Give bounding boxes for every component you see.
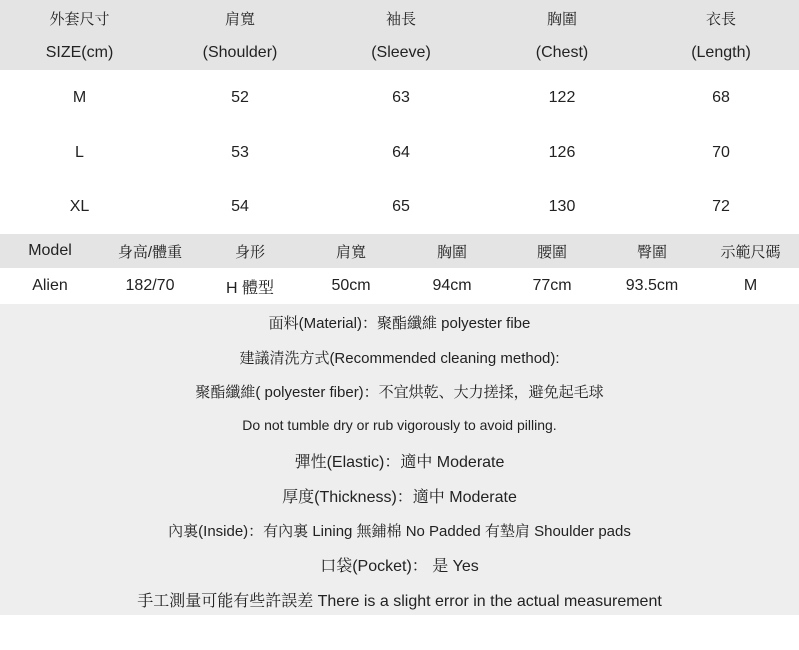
model-header-cell: 胸圍 (436, 243, 467, 261)
pocket-line: 口袋(Pocket)： 是 Yes (320, 557, 479, 575)
size-cell: M (72, 88, 87, 106)
size-header-cell: 胸圍 (546, 10, 577, 28)
size-cell: 63 (392, 88, 410, 106)
size-cell: 72 (712, 198, 730, 215)
size-header-cell: SIZE(cm) (45, 44, 114, 61)
model-table-header (0, 234, 799, 268)
size-cell: 70 (712, 143, 730, 161)
size-table-row (0, 180, 799, 234)
model-table-row (0, 268, 799, 304)
size-header-cell: 衣長 (705, 10, 736, 28)
size-table-row (0, 70, 799, 125)
cleaning-method-heading: 建議清洗方式(Recommended cleaning method): (239, 349, 560, 367)
model-cell: 77cm (532, 277, 572, 294)
cleaning-instruction-zh: 聚酯纖維( polyester fiber)：不宜烘乾、大力搓揉，避免起毛球 (195, 383, 604, 401)
size-header-cell: (Sleeve) (371, 44, 431, 61)
model-cell: 94cm (432, 277, 472, 294)
size-table-row (0, 125, 799, 180)
model-cell: 182/70 (125, 277, 175, 294)
model-cell: M (743, 277, 758, 294)
size-header-top-row (0, 0, 799, 36)
size-header-cell: 袖長 (385, 10, 416, 28)
size-cell: 65 (392, 198, 410, 215)
model-header-cell: Model (28, 242, 72, 259)
material-line: 面料(Material)：聚酯纖維 polyester fibe (268, 314, 531, 332)
elastic-line: 彈性(Elastic)：適中 Moderate (294, 453, 505, 471)
cleaning-instruction-en: Do not tumble dry or rub vigorously to avoid pilling. (242, 417, 557, 433)
size-cell: 64 (392, 143, 410, 161)
product-info-block (0, 304, 799, 615)
model-cell: H 體型 (225, 279, 274, 297)
model-header-cell: 身形 (234, 243, 265, 261)
size-cell: 53 (231, 143, 249, 161)
size-cell: 68 (712, 88, 730, 106)
inside-line: 內裏(Inside)：有內裏 Lining 無鋪棉 No Padded 有墊肩 Shoulder pads (168, 522, 631, 540)
model-cell: 50cm (331, 277, 371, 294)
size-cell: 54 (231, 198, 249, 215)
model-header-cell: 臀圍 (636, 243, 667, 261)
size-cell: 126 (548, 143, 576, 161)
size-header-cell: 外套尺寸 (49, 10, 110, 28)
size-header-cell: (Shoulder) (202, 44, 278, 61)
size-table-header (0, 0, 799, 70)
model-header-cell: 示範尺碼 (720, 243, 781, 261)
size-header-cell: (Chest) (535, 44, 589, 61)
size-header-cell: (Length) (691, 44, 751, 61)
size-header-cell: 肩寬 (224, 10, 255, 28)
measurement-error-note: 手工測量可能有些許誤差 There is a slight error in the actual measurement (137, 592, 662, 610)
model-header-cell: 腰圍 (536, 243, 567, 261)
model-header-cell: 肩寬 (335, 243, 366, 261)
size-cell: L (75, 143, 84, 161)
size-cell: 130 (548, 198, 576, 215)
model-cell: 93.5cm (625, 277, 679, 294)
size-header-bottom-row (0, 36, 799, 70)
size-cell: 122 (548, 88, 576, 106)
size-cell: 52 (231, 88, 249, 106)
size-cell: XL (69, 198, 90, 215)
model-cell: Alien (32, 277, 68, 294)
model-header-cell: 身高/體重 (117, 243, 183, 261)
thickness-line: 厚度(Thickness)：適中 Moderate (282, 488, 517, 506)
